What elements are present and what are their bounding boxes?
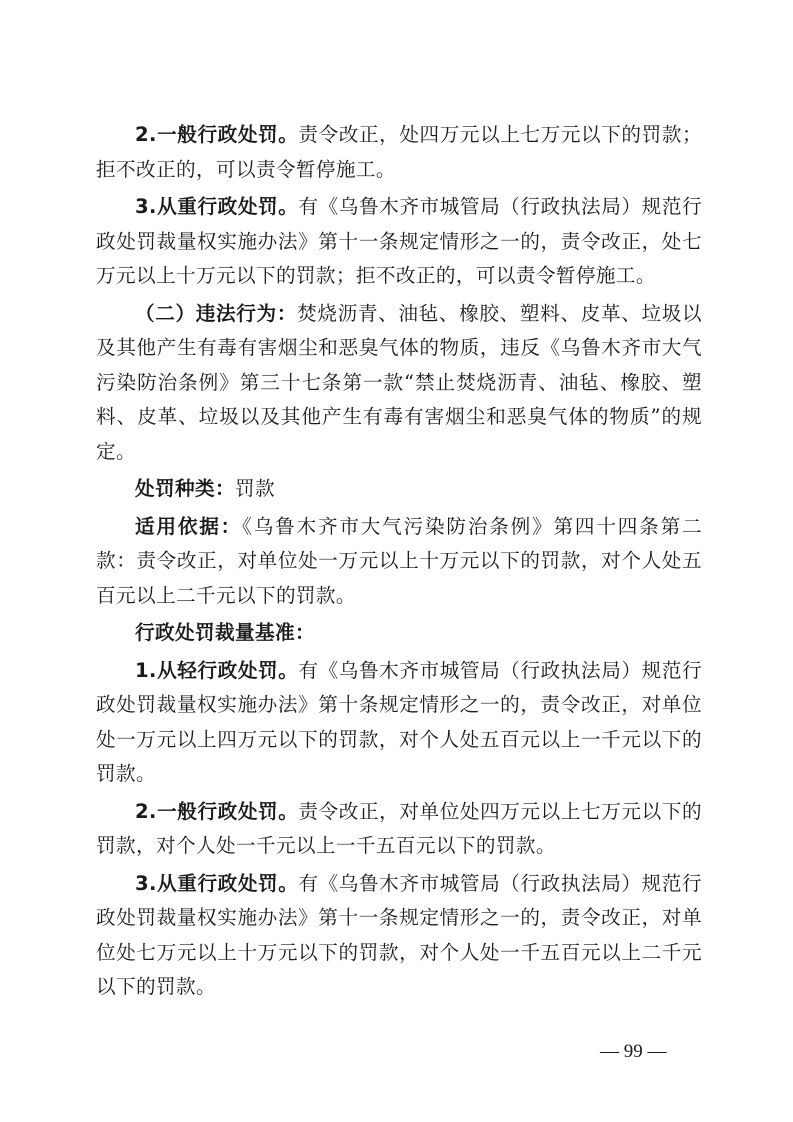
paragraph-penalty-type <box>96 472 702 507</box>
paragraph-general-penalty-2 <box>96 795 702 864</box>
paragraph-lead: （二）违法行为： <box>135 301 298 325</box>
paragraph-heavy-penalty-2 <box>96 867 702 1005</box>
paragraph-lead: 2.一般行政处罚。 <box>135 799 299 823</box>
paragraph-lead: 处罚种类： <box>135 477 235 500</box>
paragraph-text: 有《乌鲁木齐市城管局（行政执法局）规范行政处罚裁量权实施办法》第十一条规定情形之一的，责令改正，对单位处七万元以上十万元以下的罚款，对个人处一千五百元以上二千元以下的罚款。 <box>96 871 702 998</box>
paragraph-text: 责令改正，对单位处四万元以上七万元以下的罚款，对个人处一千元以上一千五百元以下的罚款。 <box>96 799 702 857</box>
paragraph-text: 罚款 <box>234 477 275 500</box>
paragraph-text: 《乌鲁木齐市大气污染防治条例》第四十四条第二款：责令改正，对单位处一万元以上十万元以下的罚款，对个人处五百元以上二千元以下的罚款。 <box>96 514 702 607</box>
paragraph-legal-basis <box>96 510 702 614</box>
paragraph-heavy-penalty-1 <box>96 190 702 294</box>
page-number: — 99 — <box>600 1041 667 1062</box>
paragraph-text: 有《乌鲁木齐市城管局（行政执法局）规范行政处罚裁量权实施办法》第十条规定情形之一的，责令改正，对单位处一万元以上四万元以下的罚款，对个人处五百元以上一千元以下的罚款。 <box>96 658 702 785</box>
paragraph-violation <box>96 297 702 470</box>
paragraph-light-penalty <box>96 654 702 792</box>
paragraph-lead: 适用依据： <box>135 514 243 538</box>
paragraph-lead: 1.从轻行政处罚。 <box>135 658 299 682</box>
paragraph-lead: 3.从重行政处罚。 <box>135 871 299 895</box>
paragraph-text: 有《乌鲁木齐市城管局（行政执法局）规范行政处罚裁量权实施办法》第十一条规定情形之一的，责令改正，处七万元以上十万元以下的罚款；拒不改正的，可以责令暂停施工。 <box>96 195 702 287</box>
paragraph-lead: 3.从重行政处罚。 <box>135 195 299 218</box>
paragraph-lead: 行政处罚裁量基准： <box>135 621 315 644</box>
paragraph-text: 焚烧沥青、油毡、橡胶、塑料、皮革、垃圾以及其他产生有毒有害烟尘和恶臭气体的物质，违反《乌鲁木齐市大气污染防治条例》第三十七条第一款“禁止焚烧沥青、油毡、橡胶、塑料、皮革、垃圾以及其他产生有毒有害烟尘和恶臭气体的物质”的规定。 <box>96 301 702 463</box>
paragraph-discretion-heading <box>96 616 702 651</box>
paragraph-text: 责令改正，处四万元以上七万元以下的罚款；拒不改正的，可以责令暂停施工。 <box>96 123 702 181</box>
paragraph-general-penalty-1 <box>96 118 702 187</box>
paragraph-lead: 2.一般行政处罚。 <box>135 123 299 146</box>
document-body <box>96 118 702 1008</box>
